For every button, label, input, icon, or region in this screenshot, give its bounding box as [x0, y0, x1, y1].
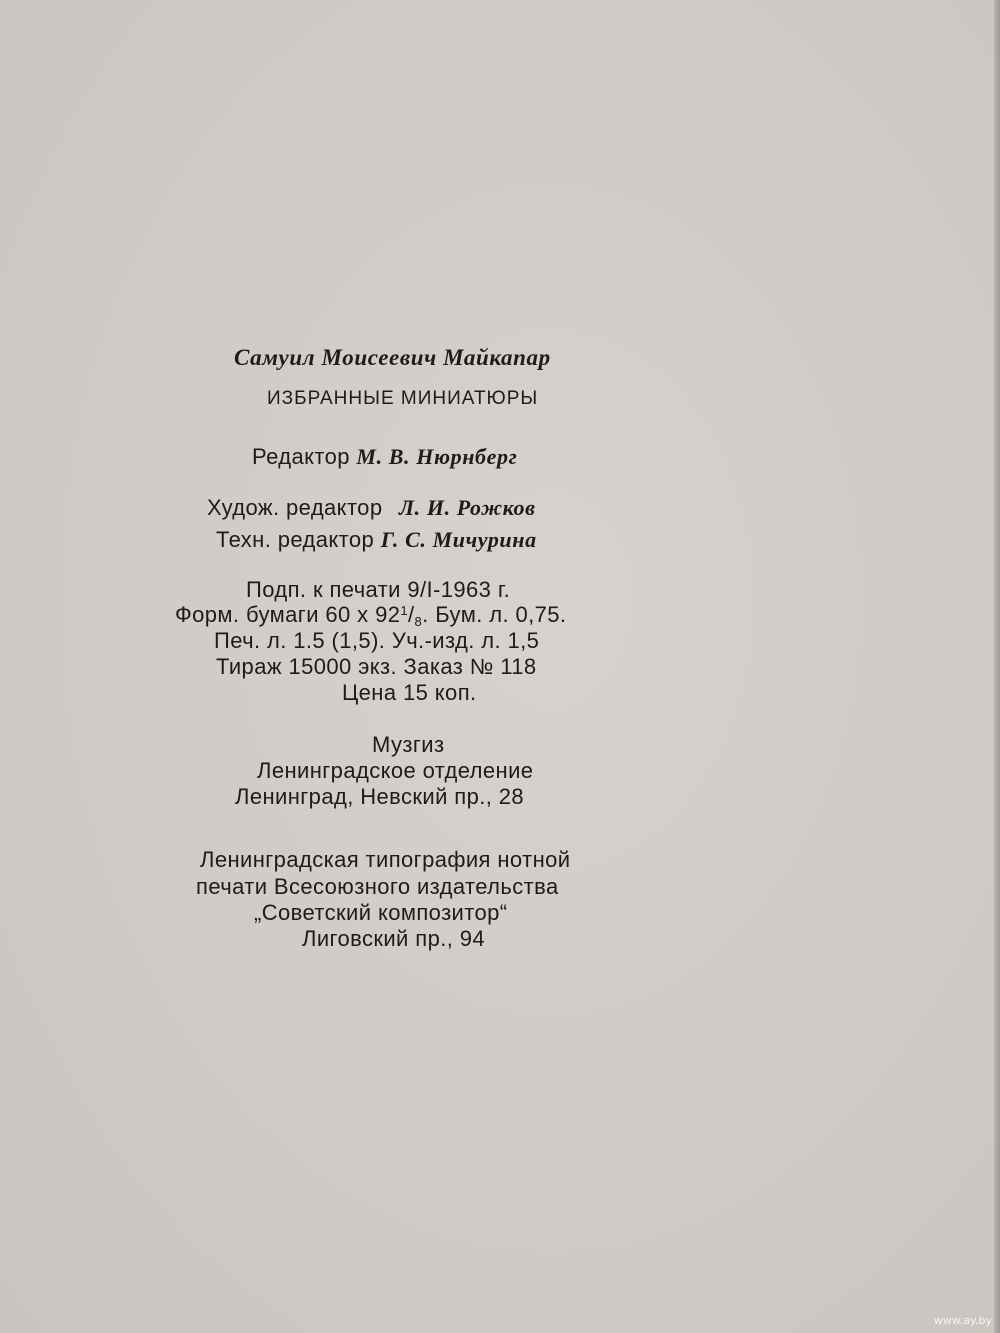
art-editor-line	[207, 497, 536, 519]
printer-line-2: печати Всесоюзного издательства	[196, 874, 559, 899]
price-line: Цена 15 коп.	[342, 680, 477, 705]
page-edge	[994, 0, 1000, 1333]
paper-format-suffix: . Бум. л. 0,75.	[422, 602, 567, 627]
editor-label: Редактор	[252, 444, 350, 469]
signed-to-print: Подп. к печати 9/I-1963 г.	[246, 577, 511, 602]
publisher-address: Ленинград, Невский пр., 28	[235, 784, 525, 809]
paper-format-numerator: 1	[400, 603, 409, 618]
paper-format-line: Форм. бумаги 60 х $92^1/_8$. Бум. л. 0,75.	[175, 602, 567, 629]
printer-line-1: Ленинградская типография нотной	[200, 847, 571, 872]
tech-editor-line	[216, 529, 537, 551]
author-line: Самуил Моисеевич Майкапар	[234, 345, 551, 370]
editor-line	[252, 446, 517, 468]
printer-line-3: „Советский композитор“	[254, 900, 508, 925]
art-editor-label: Худож. редактор	[207, 495, 383, 520]
publisher-name: Музгиз	[372, 732, 445, 757]
tech-editor-label: Техн. редактор	[216, 527, 375, 552]
tech-editor-name: Г. С. Мичурина	[380, 527, 537, 552]
editor-name: М. В. Нюрнберг	[356, 444, 518, 469]
art-editor-name: Л. И. Рожков	[398, 495, 536, 520]
print-run-line: Тираж 15000 экз. Заказ № 118	[216, 654, 537, 679]
book-title: ИЗБРАННЫЕ МИНИАТЮРЫ	[267, 388, 539, 409]
publisher-branch: Ленинградское отделение	[257, 758, 534, 783]
paper-format-prefix: Форм. бумаги 60 х 92	[175, 602, 401, 627]
sheets-line: Печ. л. 1.5 (1,5). Уч.-изд. л. 1,5	[214, 628, 540, 653]
paper-format-denominator: 8	[414, 614, 423, 629]
watermark: www.ay.by	[933, 1314, 992, 1327]
printer-line-4: Лиговский пр., 94	[302, 926, 486, 951]
